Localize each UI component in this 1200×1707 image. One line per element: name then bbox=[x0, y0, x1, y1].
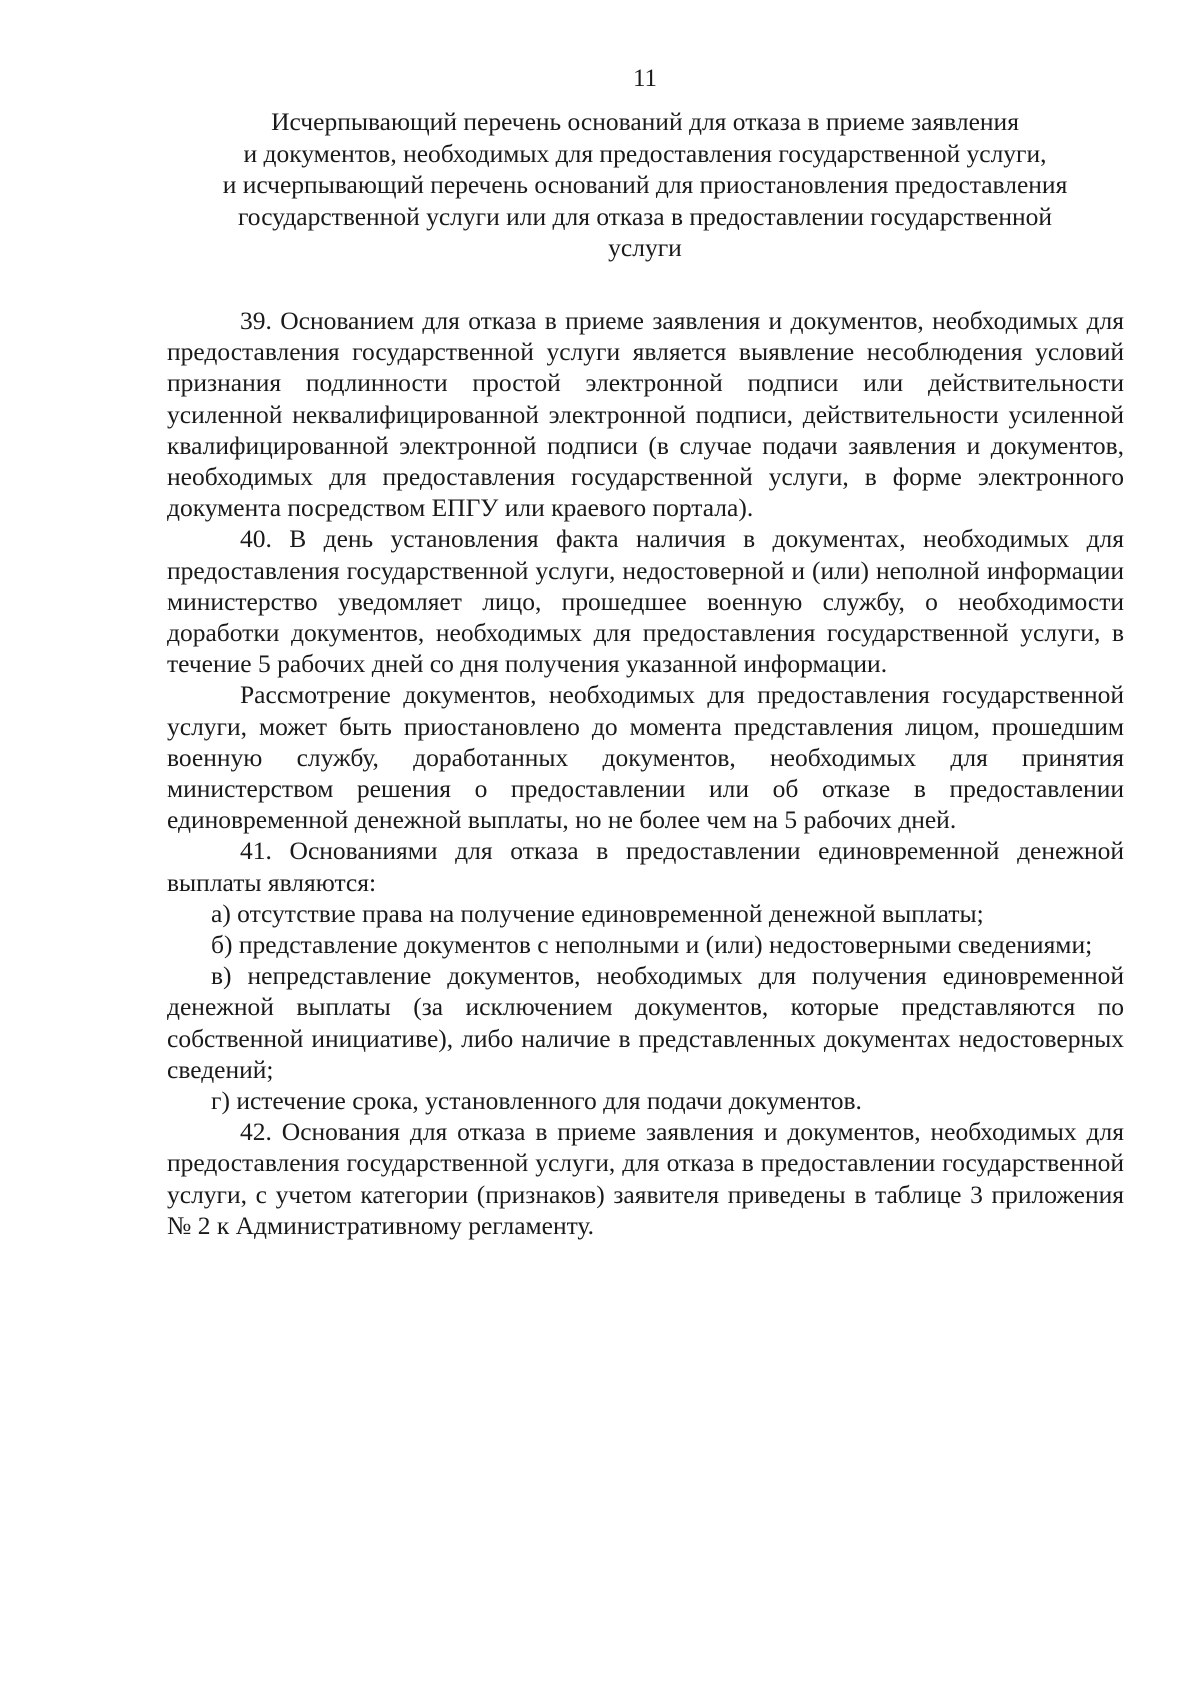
heading-line: государственной услуги или для отказа в предоставлении государственной bbox=[237, 201, 1053, 231]
list-item-b: б) представление документов с неполными и (или) недостоверными сведениями; bbox=[211, 930, 1093, 960]
paragraph-41: 41. Основаниями для отказа в предоставлении единовременной денежной выплаты являются: bbox=[167, 836, 1124, 897]
heading-line: услуги bbox=[608, 233, 682, 263]
list-item-a: а) отсутствие права на получение единовременной денежной выплаты; bbox=[211, 898, 984, 928]
paragraph-42: 42. Основания для отказа в приеме заявления и документов, необходимых для предоставления государственной услуги, для отказа в предоставлении государственной услуги, с учетом категории (признаков) заявителя приведены в таблице 3 приложения № 2 к Административному регламенту. bbox=[167, 1117, 1124, 1240]
list-item-v: в) непредставление документов, необходимых для получения единовременной денежной выплаты (за исключением документов, которые представляются по собственной инициативе), либо наличие в представленных документах недостоверных сведений; bbox=[167, 961, 1124, 1084]
paragraph-39: 39. Основанием для отказа в приеме заявления и документов, необходимых для предоставления государственной услуги является выявление несоблюдения условий признания подлинности простой электронной подписи или действительности усиленной неквалифицированной электронной подписи, действительности усиленной квалифицированной электронной подписи (в случае подачи заявления и документов, необходимых для предоставления государственной услуги, в форме электронного документа посредством ЕПГУ или краевого портала). bbox=[167, 306, 1124, 523]
heading-line: и исчерпывающий перечень оснований для приостановления предоставления bbox=[222, 170, 1068, 200]
paragraph-40-review: Рассмотрение документов, необходимых для предоставления государственной услуги, может быть приостановлено до момента представления лицом, прошедшим военную службу, доработанных документов, необходимых для принятия министерством решения о предоставлении или об отказе в предоставлении единовременной денежной выплаты, но не более чем на 5 рабочих дней. bbox=[167, 680, 1124, 835]
list-item-g: г) истечение срока, установленного для подачи документов. bbox=[211, 1086, 862, 1116]
paragraph-40: 40. В день установления факта наличия в документах, необходимых для предоставления государственной услуги, недостоверной и (или) неполной информации министерство уведомляет лицо, прошедшее военную службу, о необходимости доработки документов, необходимых для предоставления государственной услуги, в течение 5 рабочих дней со дня получения указанной информации. bbox=[167, 524, 1124, 679]
document-body bbox=[167, 305, 1124, 1241]
heading-line: Исчерпывающий перечень оснований для отказа в приеме заявления bbox=[271, 107, 1019, 136]
section-heading bbox=[150, 106, 1140, 264]
heading-line: и документов, необходимых для предоставления государственной услуги, bbox=[243, 138, 1047, 168]
page-number: 11 bbox=[632, 65, 658, 92]
